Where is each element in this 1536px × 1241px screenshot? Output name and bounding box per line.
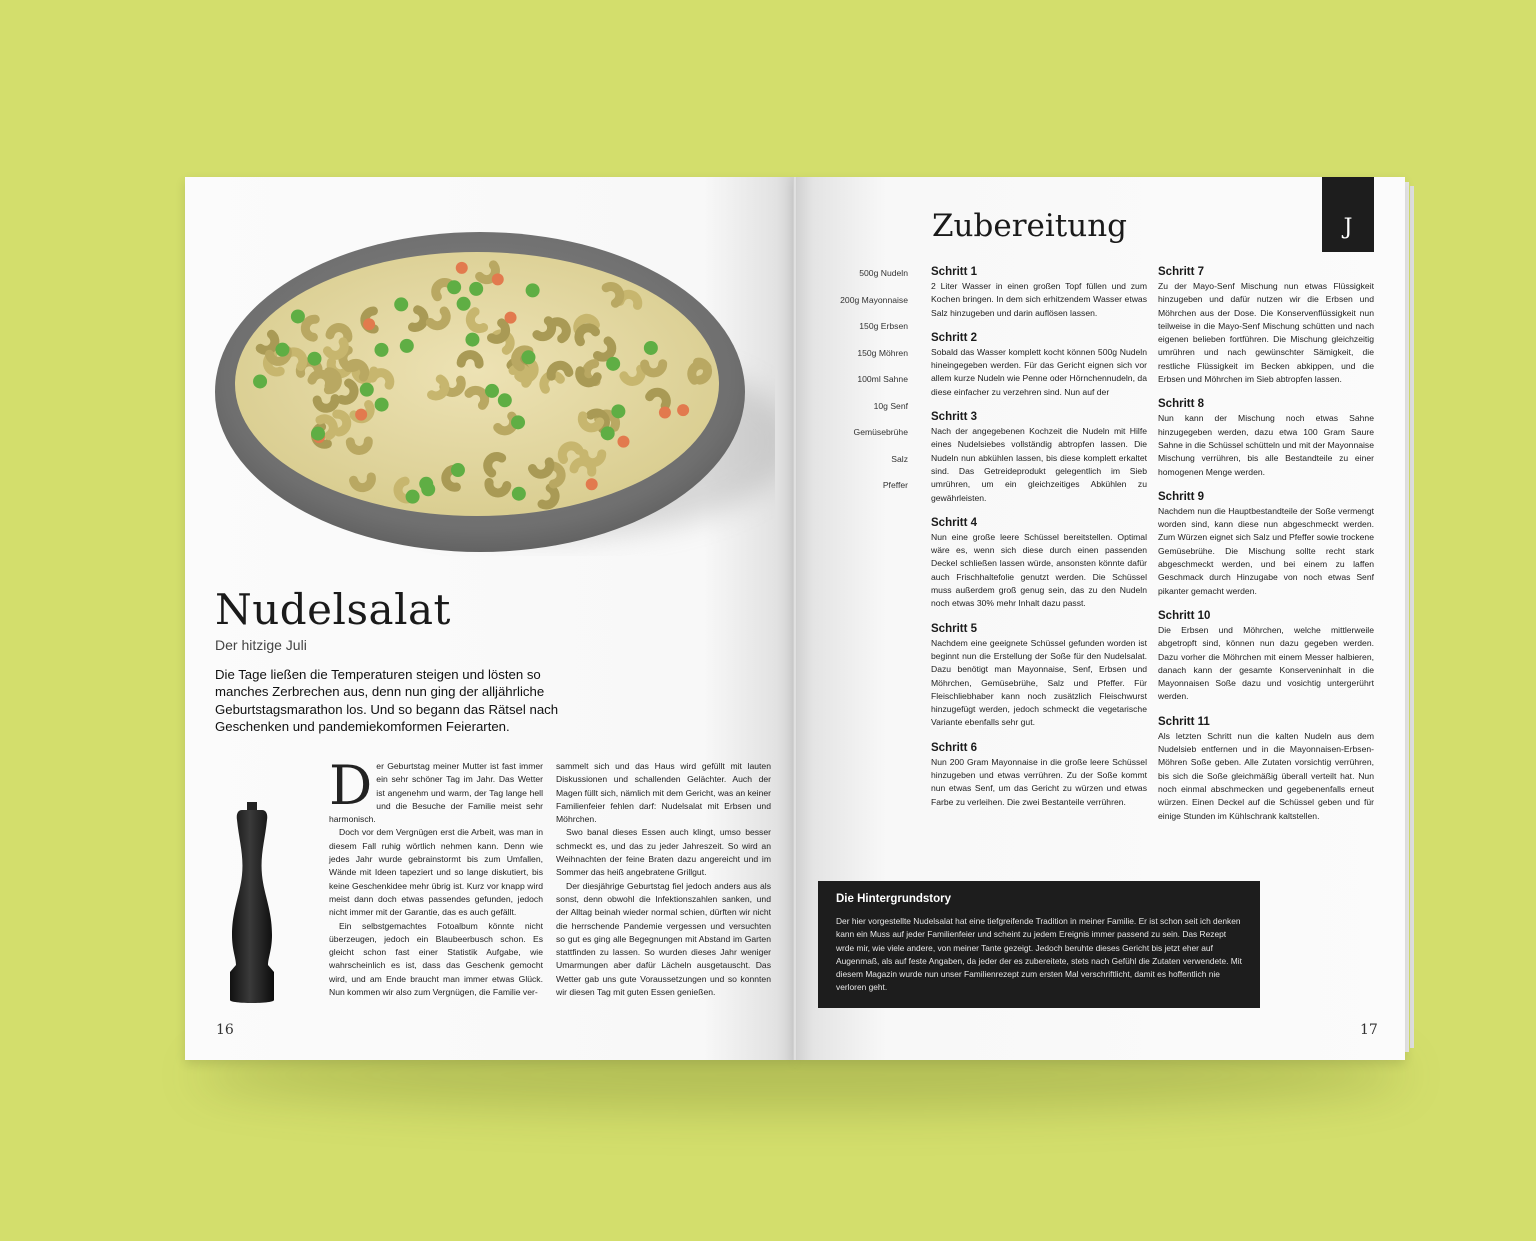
pea (400, 339, 414, 353)
paragraph: Ein selbstgemachtes Fotoalbum könnte nicht überzeugen, jedoch ein Blaubeerbusch schon. Es gleicht schon fast einer Statistik Aufgabe, wie wahrscheinlich es ist, dass das Geschenk gemocht wird, und am Ende braucht man immer etwas Glück. Nun kommen wir also zum Vergnügen, die Familie ver- (329, 920, 543, 998)
carrot-piece (505, 312, 517, 324)
pea (485, 384, 499, 398)
pea (451, 463, 465, 477)
step-title: Schritt 3 (931, 411, 978, 424)
pea (457, 297, 471, 311)
recipe-step (931, 265, 1147, 320)
ingredient-list (820, 266, 908, 505)
carrot-piece (492, 273, 504, 285)
step-title: Schritt 8 (1158, 398, 1205, 411)
article-column-2 (556, 760, 771, 999)
pea (498, 393, 512, 407)
ingredient-item: Salz (891, 453, 908, 464)
step-text: Nun eine große leere Schüssel bereitstellen. Optimal wäre es, wenn sich diese durch einen passenden Deckel schließen lassen würde, ansonsten könnte dafür auch Frischhaltefolie genutzt werden. Die Schüssel muss außerdem groß genug sein, das zu den Nudeln noch etwas 30% mehr Inhalt dazu passt. (931, 531, 1147, 609)
steps-column-1 (931, 265, 1147, 820)
recipe-step (1158, 265, 1374, 386)
page-number-right: 17 (1360, 1022, 1378, 1038)
page-edge (1405, 182, 1409, 1052)
section-tab: J (1322, 177, 1374, 252)
pea (374, 343, 388, 357)
recipe-step (1158, 609, 1374, 704)
step-text: Die Erbsen und Möhrchen, welche mittlerweile abgetropft sind, können nun dazu gegeben werden. Dazu vorher die Möhrchen mit einem Messer halbieren, danach kann der gesamte Konserveninhalt in die Mayonnaisen Soße dazu und vosichtig untergerührt werden. (1158, 624, 1374, 702)
recipe-step (931, 331, 1147, 399)
recipe-title: Zubereitung (932, 208, 1128, 244)
page-edge (1410, 186, 1414, 1048)
pea (311, 427, 325, 441)
recipe-step (931, 741, 1147, 809)
carrot-piece (363, 318, 375, 330)
recipe-step (1158, 490, 1374, 598)
carrot-piece (355, 409, 367, 421)
drop-cap: D (329, 754, 373, 817)
paragraph: Swo banal dieses Essen auch klingt, umso besser schmeckt es, und das zu jeder Jahreszeit. So wird an Weihnachten der feine Braten dazu angereicht und im Sommer das heiß angebratene Grillgut. (556, 827, 771, 878)
step-title: Schritt 5 (931, 622, 978, 635)
pea (521, 350, 535, 364)
pea (611, 404, 625, 418)
step-title: Schritt 2 (931, 331, 978, 344)
step-title: Schritt 6 (931, 741, 978, 754)
paragraph: Doch vor dem Vergnügen erst die Arbeit, was man in diesem Fall ruhig wörtlich nehmen kann. Denn wie jedes Jahr wurde gebrainstormt bis zum Umfallen, Wände mit Ideen tapeziert und so lange diskutiert, bis keine Geschenkidee mehr übrig ist. Kurz vor knapp wird meist dann doch etwas passendes gefunden, jedoch nicht immer mit der Garantie, das es auch gefällt. (329, 827, 543, 918)
ingredient-item: 150g Erbsen (859, 321, 908, 331)
step-text: Nun 200 Gram Mayonnaise in die große leere Schüssel hinzugeben und etwas verrühren. Zu der Soße kommt nun etwas Senf, um das Gericht zu würzen und etwas Farbe zu verleihen. Die zwei Bestanteile verrühren. (931, 756, 1147, 807)
page-number-left: 16 (216, 1022, 234, 1038)
ingredient-item: Pfeffer (882, 480, 908, 490)
step-text: Sobald das Wasser komplett kocht können 500g Nudeln hineingegeben werden. Für das Gericht eignen sich vor allem kurze Nudeln wie Penne oder Hörnchennudeln, da diese einfacher zu verzehren sind. Nun auf der (931, 346, 1147, 397)
background-story-box (818, 881, 1260, 1008)
ingredient-item: 500g Nudeln (859, 268, 908, 278)
pea (601, 426, 615, 440)
steps-column-2 (1158, 265, 1374, 834)
article-lead: Die Tage ließen die Temperaturen steigen und lösten so manches Zerbrechen aus, denn nun ging der alljährliche Geburtstagsmarathon los. Und so begann das Rätsel nach Geschenken und pandemiekomformen Feierarten. (215, 667, 559, 734)
step-text: Als letzten Schritt nun die kalten Nudeln aus dem Nudelsieb entfernen und in die Mayonnaisen-Erbsen-Möhren Soße geben. Alle Zutaten vorsichtig verrühren, bis sich die Soße gleichmäßig überall verteilt hat. Nun noch einmal abschmecken und gegebenenfalls erneut würzen. Einen Deckel auf die Schüssel geben und für einige Stunden im Kühlschrank kaltstellen. (1158, 730, 1374, 821)
pea (469, 282, 483, 296)
recipe-step (1158, 397, 1374, 478)
step-title: Schritt 1 (931, 266, 978, 278)
recipe-step (1158, 715, 1374, 823)
paragraph: Der diesjährige Geburtstag fiel jedoch anders aus als sonst, denn obwohl die Infektionszahlen sanken, und der Alltag beinah wieder normal schien, dürften wir nicht die herrschende Pandemie vergessen und versuchten so gut es ging alle Begegnungen mit Abstand im Garten stattfinden zu lassen. So wurden dieses Jahr weniger Umarmungen aber dafür Lächeln ausgetauscht. Das Wetter gab uns gute Voraussetzungen und so konnten wir diesen Tag mit guten Essen genießen. (556, 880, 771, 998)
carrot-piece (586, 478, 598, 490)
pea (419, 477, 433, 491)
step-title: Schritt 9 (1158, 490, 1205, 503)
pea (511, 415, 525, 429)
step-text: Nachdem eine geeignete Schüssel gefunden worden ist beginnt nun die Erstellung der Soße für den Nudelsalat. Dazu benötigt man Mayonnaise, Senf, Erbsen und Möhrchen, Gemüsebrühe, Salz und Pfeffer. Für Fleischliebhaber kann noch zusätzlich Fleischwurst hinzugefügt werden, jedoch schmeckt die vegetarische Variante ebenfalls sehr gut. (931, 637, 1147, 728)
step-text: Nach der angegebenen Kochzeit die Nudeln mit Hilfe eines Nudelsiebes vollständig abtropfen lassen. Die Nudeln nun abkühlen lassen, bis diese komplett erkaltet sind. Das Getreideprodukt gelegentlich im Sieb umrühren, um ein gleichzeitiges Abkühlen zu gewährleisten. (931, 426, 1147, 503)
pea (253, 374, 267, 388)
pea (606, 357, 620, 371)
pea (406, 490, 420, 504)
step-text: 2 Liter Wasser in einen großen Topf füllen und zum Kochen bringen. In dem sich erhitzendem Wasser etwas Salz hinzugeben und darin auflösen lassen. (931, 281, 1147, 318)
article-column-1 (329, 754, 543, 999)
recipe-step (931, 410, 1147, 505)
ingredient-item: 100ml Sahne (857, 374, 908, 384)
pea (360, 383, 374, 397)
pea (308, 352, 322, 366)
pasta-salad-illustration (215, 232, 775, 562)
ingredient-item: 10g Senf (873, 400, 908, 411)
pea (465, 333, 479, 347)
recipe-step (931, 622, 1147, 730)
ingredient-item: 150g Möhren (857, 347, 908, 358)
paragraph: sammelt sich und das Haus wird gefüllt mit lauten Diskussionen und schallenden Gelächter. Auch der Magen füllt sich, nämlich mit dem Gericht, was an keiner Familienfeier fehlen darf: Nudelsalat mit Erbsen und Möhrchen. (556, 761, 771, 825)
story-text: Der hier vorgestellte Nudelsalat hat eine tiefgreifende Tradition in meiner Familie. Er ist schon seit ich denken kann ein Muss auf jeder Familienfeier und scheint zu jedem Ereignis immer passend zu sein. Das Rezept wrde mir, wie viele andere, von meiner Tante gezeigt. Jedoch beruhte dieses Gericht bis jetzt eher auf Augenmaß, als auf feste Angaben, da jeder der es zubereitete, stets nach Gefühl die Zutaten verwendete. Mit diesem Magazin wurde nun unser Familienrezept zum ersten Mal verschriftlicht, damit es hoffentlich nie verloren geht. (836, 916, 1242, 993)
pea (394, 297, 408, 311)
carrot-piece (456, 262, 468, 274)
spine-gutter (793, 177, 797, 1060)
pepper-mill-illustration (222, 800, 282, 1006)
step-text: Zu der Mayo-Senf Mischung nun etwas Flüssigkeit hinzugeben und dafür nutzen wir die Erbsen und Möhrchen aus der Dose. Die Konservenflüssigkeit nun teilweise in die Mayo-Senf Mischung schütten und nach eigenen belieben fortführen. Die Mischung gleichzeitig umrühren und nach gewünschter Sämigkeit, die restliche Flüssigkeit im Becken abkippen, und die Erbsen und Möhrchen im Sieb abtropfen lassen. (1158, 281, 1374, 385)
ingredient-item: 200g Mayonnaise (840, 294, 908, 305)
step-title: Schritt 11 (1158, 715, 1210, 728)
pea (644, 341, 658, 355)
carrot-piece (617, 436, 629, 448)
step-title: Schritt 4 (931, 516, 978, 529)
article-subtitle: Der hitzige Juli (215, 637, 307, 653)
pea (526, 283, 540, 297)
pea (275, 343, 289, 357)
step-text: Nachdem nun die Hauptbestandteile der Soße vermengt worden sind, kann diese nun abgeschmeckt werden. Zum Würzen eignet sich Salz und Pfeffer sowie trockene Gemüsebrühe. Die Mischung sollte recht stark abgeschmeckt werden, und bei einem zu laffen Geschmack durch Hinzugabe von noch etwas Senf pikanter gemacht werden. (1158, 505, 1374, 596)
paragraph: er Geburtstag meiner Mutter ist fast immer ein sehr schöner Tag im Jahr. Das Wetter ist angenehm und warm, der Tag lange hell und die Besuche der Familie meist sehr harmonisch. (329, 761, 543, 825)
carrot-piece (677, 404, 689, 416)
pea (512, 487, 526, 501)
step-title: Schritt 10 (1158, 609, 1211, 622)
pea (447, 280, 461, 294)
recipe-step (931, 516, 1147, 611)
ingredient-item: Gemüsebrühe (853, 427, 908, 437)
pea (375, 398, 389, 412)
pea (291, 309, 305, 323)
step-title: Schritt 7 (1158, 266, 1205, 278)
step-text: Nun kann der Mischung noch etwas Sahne hinzugegeben werden, dazu etwa 100 Gram Saure Sahne in die Schüssel schütteln und mit der Mayonnaise Mischung verrühren, bis alle Bestandteile zu einer homogenen Menge werden. (1158, 413, 1374, 477)
article-title: Nudelsalat (215, 585, 451, 634)
carrot-piece (659, 407, 671, 419)
story-title: Die Hintergrundstory (836, 893, 952, 905)
